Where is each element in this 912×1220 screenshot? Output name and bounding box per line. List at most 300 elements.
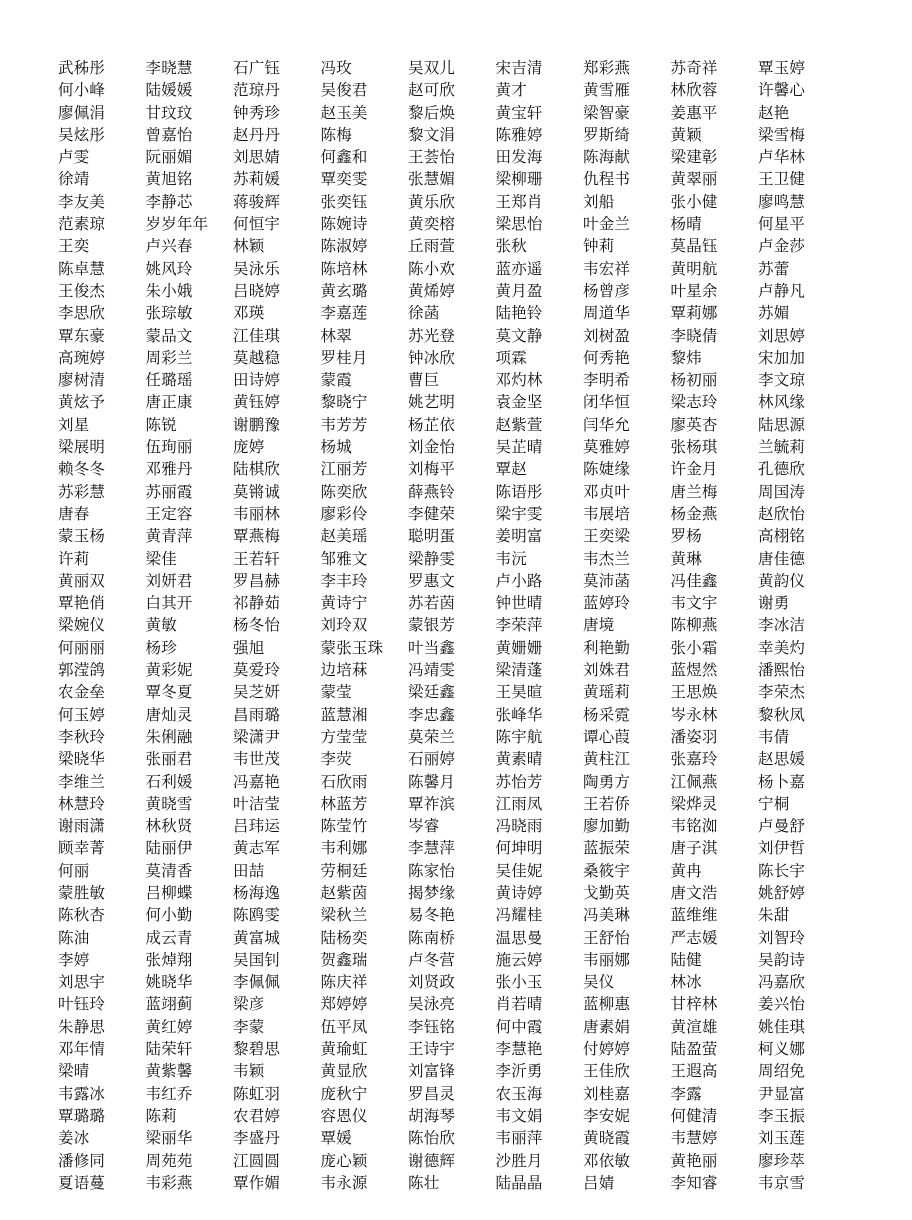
name-cell: 杨卜嘉 bbox=[758, 772, 806, 791]
name-cell: 苏丽霞 bbox=[145, 482, 193, 501]
name-cell: 张峰华 bbox=[495, 705, 543, 724]
name-cell: 聪明蛋 bbox=[408, 527, 456, 546]
name-cell: 黄丽双 bbox=[58, 571, 106, 590]
name-cell: 李静芯 bbox=[145, 192, 193, 211]
name-cell: 唐正康 bbox=[145, 393, 193, 412]
name-cell: 谢雨潇 bbox=[58, 817, 106, 836]
name-cell: 何恒宇 bbox=[233, 215, 281, 234]
name-cell: 陈语彤 bbox=[495, 482, 543, 501]
name-cell: 蒙霞 bbox=[320, 371, 352, 390]
name-cell: 刘智玲 bbox=[758, 928, 806, 947]
name-cell: 袁金坚 bbox=[495, 393, 543, 412]
name-cell: 张丽君 bbox=[145, 750, 193, 769]
name-cell: 黎炜 bbox=[670, 348, 702, 367]
name-cell: 吕柳蝶 bbox=[145, 883, 193, 902]
name-cell: 宁桐 bbox=[758, 794, 790, 813]
name-cell: 李慧艳 bbox=[495, 1040, 543, 1059]
name-cell: 付婷婷 bbox=[583, 1040, 631, 1059]
name-cell: 覃作媚 bbox=[233, 1173, 281, 1192]
name-cell: 赖冬冬 bbox=[58, 460, 106, 479]
name-cell: 王若侨 bbox=[583, 794, 631, 813]
name-cell: 唐佳德 bbox=[758, 549, 806, 568]
name-cell: 冯嘉艳 bbox=[233, 772, 281, 791]
name-cell: 黄翠丽 bbox=[670, 170, 718, 189]
name-cell: 姚艺明 bbox=[408, 393, 456, 412]
name-cell: 易冬艳 bbox=[408, 906, 456, 925]
name-cell: 邓瑛 bbox=[233, 304, 265, 323]
name-cell: 刘星 bbox=[58, 415, 90, 434]
name-cell: 杨采霓 bbox=[583, 705, 631, 724]
name-cell: 王郑肖 bbox=[495, 192, 543, 211]
name-cell: 伍平凤 bbox=[320, 1017, 368, 1036]
name-cell: 林颖 bbox=[233, 237, 265, 256]
name-cell: 陈锐 bbox=[145, 415, 177, 434]
name-cell: 仇程书 bbox=[583, 170, 631, 189]
name-cell: 郑婷婷 bbox=[320, 995, 368, 1014]
name-cell: 庞心颖 bbox=[320, 1151, 368, 1170]
name-cell: 夏语蔓 bbox=[58, 1173, 106, 1192]
name-cell: 黄渲雄 bbox=[670, 1017, 718, 1036]
name-cell: 莫雅婷 bbox=[583, 438, 631, 457]
name-cell: 徐菡 bbox=[408, 304, 440, 323]
name-cell: 张嘉玲 bbox=[670, 750, 718, 769]
name-cell: 郭滢鸽 bbox=[58, 661, 106, 680]
name-cell: 韦丽娜 bbox=[583, 950, 631, 969]
name-cell: 蓝翊蓟 bbox=[145, 995, 193, 1014]
name-cell: 陶勇方 bbox=[583, 772, 631, 791]
name-cell: 冯玫 bbox=[320, 59, 352, 77]
name-cell: 何小勤 bbox=[145, 906, 193, 925]
name-cell: 王奕梁 bbox=[583, 527, 631, 546]
name-cell: 黄才 bbox=[495, 81, 527, 100]
name-cell: 周苑苑 bbox=[145, 1151, 193, 1170]
name-cell: 覃东豪 bbox=[58, 326, 106, 345]
name-cell: 黄诗婷 bbox=[495, 883, 543, 902]
name-cell: 曾嘉怡 bbox=[145, 125, 193, 144]
name-cell: 冯耀桂 bbox=[495, 906, 543, 925]
name-cell: 尹显富 bbox=[758, 1084, 806, 1103]
name-cell: 李安妮 bbox=[583, 1106, 631, 1125]
name-cell: 姜冰 bbox=[58, 1129, 90, 1148]
name-cell: 何丽丽 bbox=[58, 638, 106, 657]
name-cell: 黄红婷 bbox=[145, 1017, 193, 1036]
name-cell: 姜明富 bbox=[495, 527, 543, 546]
name-cell: 黄晓霞 bbox=[583, 1129, 631, 1148]
name-cell: 韦京雪 bbox=[758, 1173, 806, 1192]
name-cell: 邓灼林 bbox=[495, 371, 543, 390]
name-cell: 蒙胜敏 bbox=[58, 883, 106, 902]
name-cell: 沙胜月 bbox=[495, 1151, 543, 1170]
name-cell: 陆晶晶 bbox=[495, 1173, 543, 1192]
name-cell: 李慧萍 bbox=[408, 839, 456, 858]
name-cell: 黄宝轩 bbox=[495, 103, 543, 122]
name-cell: 吴泳亮 bbox=[408, 995, 456, 1014]
name-cell: 梁晓华 bbox=[58, 750, 106, 769]
name-cell: 卢冬营 bbox=[408, 950, 456, 969]
name-cell: 何鑫和 bbox=[320, 148, 368, 167]
name-cell: 李荧 bbox=[320, 750, 352, 769]
name-cell: 王若轩 bbox=[233, 549, 281, 568]
name-cell: 李丰玲 bbox=[320, 571, 368, 590]
name-cell: 李佩佩 bbox=[233, 973, 281, 992]
name-cell: 李荣萍 bbox=[495, 616, 543, 635]
name-cell: 吴佳妮 bbox=[495, 861, 543, 880]
name-cell: 陆荣轩 bbox=[145, 1040, 193, 1059]
name-cell: 施云婷 bbox=[495, 950, 543, 969]
name-cell: 黄显欣 bbox=[320, 1062, 368, 1081]
name-cell: 黄乐欣 bbox=[408, 192, 456, 211]
name-cell: 蒋骏辉 bbox=[233, 192, 281, 211]
name-cell: 张琮敏 bbox=[145, 304, 193, 323]
name-cell: 韦芳芳 bbox=[320, 415, 368, 434]
name-cell: 梁廷鑫 bbox=[408, 683, 456, 702]
name-cell: 韦颖 bbox=[233, 1062, 265, 1081]
name-cell: 薛燕铃 bbox=[408, 482, 456, 501]
name-cell: 闭华恒 bbox=[583, 393, 631, 412]
name-cell: 陈梅 bbox=[320, 125, 352, 144]
name-cell: 刘伊哲 bbox=[758, 839, 806, 858]
name-cell: 张小健 bbox=[670, 192, 718, 211]
name-cell: 陈培林 bbox=[320, 259, 368, 278]
name-cell: 邓依敏 bbox=[583, 1151, 631, 1170]
name-cell: 刘妍君 bbox=[145, 571, 193, 590]
name-cell: 陈海献 bbox=[583, 148, 631, 167]
name-cell: 田喆 bbox=[233, 861, 265, 880]
name-cell: 王俊杰 bbox=[58, 281, 106, 300]
name-cell: 莫清香 bbox=[145, 861, 193, 880]
name-cell: 陈柳燕 bbox=[670, 616, 718, 635]
name-cell: 陈莉 bbox=[145, 1106, 177, 1125]
name-cell: 王佳欣 bbox=[583, 1062, 631, 1081]
name-cell: 陆艳铃 bbox=[495, 304, 543, 323]
name-cell: 江丽芳 bbox=[320, 460, 368, 479]
name-cell: 林风缘 bbox=[758, 393, 806, 412]
name-cell: 吴泳乐 bbox=[233, 259, 281, 278]
name-cell: 胡海琴 bbox=[408, 1106, 456, 1125]
name-cell: 蓝维维 bbox=[670, 906, 718, 925]
name-grid bbox=[58, 57, 878, 1194]
name-cell: 岁岁年年 bbox=[145, 215, 209, 234]
name-cell: 陆健 bbox=[670, 950, 702, 969]
name-cell: 陈南桥 bbox=[408, 928, 456, 947]
name-cell: 谢德辉 bbox=[408, 1151, 456, 1170]
name-cell: 韦慧婷 bbox=[670, 1129, 718, 1148]
name-cell: 黄敏 bbox=[145, 616, 177, 635]
name-cell: 王昊暄 bbox=[495, 683, 543, 702]
name-cell: 陈秋杏 bbox=[58, 906, 106, 925]
name-cell: 梁思怡 bbox=[495, 215, 543, 234]
name-cell: 宋吉清 bbox=[495, 59, 543, 77]
name-cell: 林翠 bbox=[320, 326, 352, 345]
name-cell: 苏奇祥 bbox=[670, 59, 718, 77]
name-cell: 黄素晴 bbox=[495, 750, 543, 769]
name-cell: 蓝婷玲 bbox=[583, 594, 631, 613]
name-cell: 甘玟玟 bbox=[145, 103, 193, 122]
name-cell: 李知睿 bbox=[670, 1173, 718, 1192]
name-cell: 钟秀珍 bbox=[233, 103, 281, 122]
name-cell: 赵紫萱 bbox=[495, 415, 543, 434]
name-cell: 岑睿 bbox=[408, 817, 440, 836]
name-cell: 黎碧思 bbox=[233, 1040, 281, 1059]
name-cell: 许莉 bbox=[58, 549, 90, 568]
name-cell: 蒙玉杨 bbox=[58, 527, 106, 546]
name-cell: 赵可欣 bbox=[408, 81, 456, 100]
name-cell: 张杨琪 bbox=[670, 438, 718, 457]
name-cell: 吕玮运 bbox=[233, 817, 281, 836]
name-cell: 潘姿羽 bbox=[670, 727, 718, 746]
name-cell: 严志媛 bbox=[670, 928, 718, 947]
name-cell: 韦露冰 bbox=[58, 1084, 106, 1103]
name-cell: 黄志军 bbox=[233, 839, 281, 858]
name-cell: 石欣雨 bbox=[320, 772, 368, 791]
name-cell: 苏蕾 bbox=[758, 259, 790, 278]
name-cell: 邓雅丹 bbox=[145, 460, 193, 479]
name-cell: 王诗宇 bbox=[408, 1040, 456, 1059]
name-cell: 黄烯婷 bbox=[408, 281, 456, 300]
name-cell: 韦红乔 bbox=[145, 1084, 193, 1103]
name-cell: 叶洁莹 bbox=[233, 794, 281, 813]
name-cell: 杨芷依 bbox=[408, 415, 456, 434]
name-cell: 江圆圆 bbox=[233, 1151, 281, 1170]
name-cell: 林蓝芳 bbox=[320, 794, 368, 813]
name-cell: 肖若晴 bbox=[495, 995, 543, 1014]
name-cell: 农玉海 bbox=[495, 1084, 543, 1103]
name-cell: 叶当鑫 bbox=[408, 638, 456, 657]
name-cell: 罗昌赫 bbox=[233, 571, 281, 590]
name-cell: 范琼丹 bbox=[233, 81, 281, 100]
name-cell: 陈虹羽 bbox=[233, 1084, 281, 1103]
name-cell: 潘熙怡 bbox=[758, 661, 806, 680]
name-cell: 田诗婷 bbox=[233, 371, 281, 390]
name-cell: 覃媛 bbox=[320, 1129, 352, 1148]
name-cell: 黄玄璐 bbox=[320, 281, 368, 300]
name-cell: 李冰洁 bbox=[758, 616, 806, 635]
name-cell: 陆棋欣 bbox=[233, 460, 281, 479]
name-cell: 王遐高 bbox=[670, 1062, 718, 1081]
name-cell: 陈雅婷 bbox=[495, 125, 543, 144]
name-cell: 伍珣丽 bbox=[145, 438, 193, 457]
name-cell: 钟冰欣 bbox=[408, 348, 456, 367]
name-cell: 李露 bbox=[670, 1084, 702, 1103]
name-cell: 苏若茵 bbox=[408, 594, 456, 613]
name-cell: 梁晴 bbox=[58, 1062, 90, 1081]
name-cell: 黄炫予 bbox=[58, 393, 106, 412]
name-cell: 陈婕缘 bbox=[583, 460, 631, 479]
name-cell: 陈婉诗 bbox=[320, 215, 368, 234]
name-cell: 梁婉仪 bbox=[58, 616, 106, 635]
name-cell: 何丽 bbox=[58, 861, 90, 880]
name-cell: 李钰铭 bbox=[408, 1017, 456, 1036]
name-cell: 黎秋凤 bbox=[758, 705, 806, 724]
name-cell: 祁静茹 bbox=[233, 594, 281, 613]
name-cell: 杨海逸 bbox=[233, 883, 281, 902]
name-cell: 张奕钰 bbox=[320, 192, 368, 211]
name-cell: 范素琼 bbox=[58, 215, 106, 234]
name-cell: 陆盈萤 bbox=[670, 1040, 718, 1059]
name-cell: 石广钰 bbox=[233, 59, 281, 77]
name-cell: 黄奕榕 bbox=[408, 215, 456, 234]
name-cell: 王卫健 bbox=[758, 170, 806, 189]
name-cell: 韦丽林 bbox=[233, 504, 281, 523]
name-cell: 黄旭铭 bbox=[145, 170, 193, 189]
name-cell: 林慧玲 bbox=[58, 794, 106, 813]
name-cell: 陆杨奕 bbox=[320, 928, 368, 947]
name-cell: 韦丽萍 bbox=[495, 1129, 543, 1148]
name-cell: 梁建彰 bbox=[670, 148, 718, 167]
name-cell: 苏彩慧 bbox=[58, 482, 106, 501]
name-cell: 朱静思 bbox=[58, 1017, 106, 1036]
name-cell: 周道华 bbox=[583, 304, 631, 323]
name-cell: 何健清 bbox=[670, 1106, 718, 1125]
name-cell: 刘思婷 bbox=[758, 326, 806, 345]
name-cell: 韦利娜 bbox=[320, 839, 368, 858]
name-cell: 梁潇尹 bbox=[233, 727, 281, 746]
name-cell: 卢兴春 bbox=[145, 237, 193, 256]
name-cell: 李婷 bbox=[58, 950, 90, 969]
name-cell: 石利媛 bbox=[145, 772, 193, 791]
name-cell: 蒙张玉珠 bbox=[320, 638, 384, 657]
name-cell: 王思焕 bbox=[670, 683, 718, 702]
name-cell: 黎后焕 bbox=[408, 103, 456, 122]
name-cell: 苏莉媛 bbox=[233, 170, 281, 189]
name-cell: 苏媚 bbox=[758, 304, 790, 323]
name-cell: 陈卓慧 bbox=[58, 259, 106, 278]
name-cell: 姜兴怡 bbox=[758, 995, 806, 1014]
name-cell: 陈淑婷 bbox=[320, 237, 368, 256]
name-cell: 黄明航 bbox=[670, 259, 718, 278]
name-cell: 劳桐廷 bbox=[320, 861, 368, 880]
name-cell: 韦宏祥 bbox=[583, 259, 631, 278]
name-cell: 黄颖 bbox=[670, 125, 702, 144]
name-cell: 罗杨 bbox=[670, 527, 702, 546]
name-cell: 赵欣怡 bbox=[758, 504, 806, 523]
name-cell: 黄姗姗 bbox=[495, 638, 543, 657]
name-cell: 覃艳俏 bbox=[58, 594, 106, 613]
name-cell: 吕婧 bbox=[583, 1173, 615, 1192]
name-cell: 李明希 bbox=[583, 371, 631, 390]
name-cell: 冯晓雨 bbox=[495, 817, 543, 836]
name-cell: 苏怡芳 bbox=[495, 772, 543, 791]
name-cell: 黄艳丽 bbox=[670, 1151, 718, 1170]
name-cell: 江雨凤 bbox=[495, 794, 543, 813]
name-cell: 卢雯 bbox=[58, 148, 90, 167]
name-cell: 赵紫茵 bbox=[320, 883, 368, 902]
name-cell: 宋加加 bbox=[758, 348, 806, 367]
name-cell: 成云青 bbox=[145, 928, 193, 947]
name-cell: 姜惠平 bbox=[670, 103, 718, 122]
name-cell: 梁柳珊 bbox=[495, 170, 543, 189]
name-cell: 刘姝君 bbox=[583, 661, 631, 680]
name-cell: 韦沅 bbox=[495, 549, 527, 568]
name-cell: 陈鸥雯 bbox=[233, 906, 281, 925]
name-cell: 李晓倩 bbox=[670, 326, 718, 345]
name-cell: 黄柱江 bbox=[583, 750, 631, 769]
name-cell: 罗斯绮 bbox=[583, 125, 631, 144]
name-cell: 黄青萍 bbox=[145, 527, 193, 546]
name-cell: 覃赵 bbox=[495, 460, 527, 479]
name-cell: 贺鑫瑞 bbox=[320, 950, 368, 969]
name-cell: 吴国钊 bbox=[233, 950, 281, 969]
name-cell: 姚风玲 bbox=[145, 259, 193, 278]
name-cell: 林欣蓉 bbox=[670, 81, 718, 100]
name-cell: 蒙品文 bbox=[145, 326, 193, 345]
name-cell: 赵艳 bbox=[758, 103, 790, 122]
name-cell: 陈家怡 bbox=[408, 861, 456, 880]
name-cell: 唐兰梅 bbox=[670, 482, 718, 501]
name-cell: 黄韵仪 bbox=[758, 571, 806, 590]
name-cell: 兰毓莉 bbox=[758, 438, 806, 457]
name-cell: 梁彦 bbox=[233, 995, 265, 1014]
name-cell: 李盛丹 bbox=[233, 1129, 281, 1148]
name-cell: 赵美瑶 bbox=[320, 527, 368, 546]
name-cell: 潘修同 bbox=[58, 1151, 106, 1170]
name-cell: 蓝慧湘 bbox=[320, 705, 368, 724]
name-cell: 覃燕梅 bbox=[233, 527, 281, 546]
name-cell: 唐子淇 bbox=[670, 839, 718, 858]
name-cell: 杨城 bbox=[320, 438, 352, 457]
name-cell: 石丽婷 bbox=[408, 750, 456, 769]
name-cell: 韦杰兰 bbox=[583, 549, 631, 568]
name-cell: 黄晓雪 bbox=[145, 794, 193, 813]
name-cell: 李玉振 bbox=[758, 1106, 806, 1125]
name-cell: 周国涛 bbox=[758, 482, 806, 501]
name-cell: 庞秋宁 bbox=[320, 1084, 368, 1103]
name-cell: 张秋 bbox=[495, 237, 527, 256]
name-cell: 蓝振荣 bbox=[583, 839, 631, 858]
name-cell: 吴仪 bbox=[583, 973, 615, 992]
name-cell: 黄富城 bbox=[233, 928, 281, 947]
name-cell: 吴俊君 bbox=[320, 81, 368, 100]
name-cell: 高琬婷 bbox=[58, 348, 106, 367]
name-cell: 田发海 bbox=[495, 148, 543, 167]
name-cell: 温思曼 bbox=[495, 928, 543, 947]
name-cell: 陆丽伊 bbox=[145, 839, 193, 858]
name-cell: 黄紫馨 bbox=[145, 1062, 193, 1081]
name-cell: 周彩兰 bbox=[145, 348, 193, 367]
name-cell: 陆思源 bbox=[758, 415, 806, 434]
name-cell: 谢鹏豫 bbox=[233, 415, 281, 434]
name-cell: 黄冉 bbox=[670, 861, 702, 880]
name-cell: 顾幸菁 bbox=[58, 839, 106, 858]
name-cell: 林秋贤 bbox=[145, 817, 193, 836]
name-cell: 刘富锋 bbox=[408, 1062, 456, 1081]
name-cell: 梁烨灵 bbox=[670, 794, 718, 813]
name-cell: 黄彩妮 bbox=[145, 661, 193, 680]
name-cell: 莫爱玲 bbox=[233, 661, 281, 680]
name-cell: 揭梦缘 bbox=[408, 883, 456, 902]
name-cell: 陈怡欣 bbox=[408, 1129, 456, 1148]
name-cell: 黎晓宁 bbox=[320, 393, 368, 412]
name-cell: 杨金燕 bbox=[670, 504, 718, 523]
name-cell: 李思欣 bbox=[58, 304, 106, 323]
name-cell: 姚舒婷 bbox=[758, 883, 806, 902]
name-cell: 农金垒 bbox=[58, 683, 106, 702]
name-cell: 吴芷晴 bbox=[495, 438, 543, 457]
name-cell: 何秀艳 bbox=[583, 348, 631, 367]
name-cell: 覃玉婷 bbox=[758, 59, 806, 77]
name-cell: 唐灿灵 bbox=[145, 705, 193, 724]
name-cell: 李荣杰 bbox=[758, 683, 806, 702]
name-cell: 林冰 bbox=[670, 973, 702, 992]
name-cell: 黄雪雁 bbox=[583, 81, 631, 100]
name-cell: 廖佩涓 bbox=[58, 103, 106, 122]
name-cell: 唐境 bbox=[583, 616, 615, 635]
name-cell: 许金月 bbox=[670, 460, 718, 479]
name-cell: 昌雨璐 bbox=[233, 705, 281, 724]
name-cell: 廖彩伶 bbox=[320, 504, 368, 523]
name-cell: 桑筱宇 bbox=[583, 861, 631, 880]
name-cell: 许馨心 bbox=[758, 81, 806, 100]
